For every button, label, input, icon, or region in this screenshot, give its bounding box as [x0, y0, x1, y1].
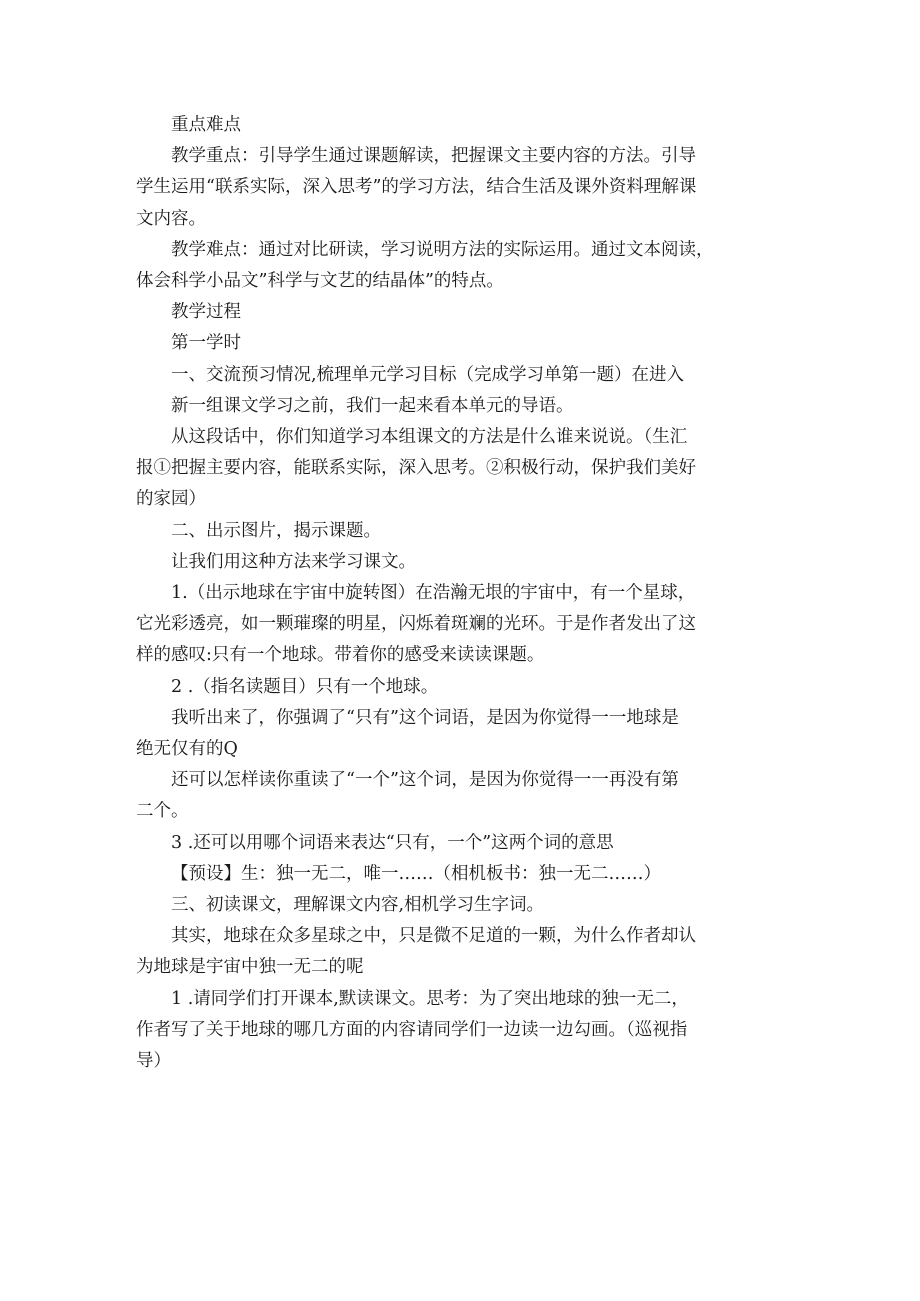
text-line: 1.（出示地球在宇宙中旋转图）在浩瀚无垠的宇宙中，有一个星球，: [171, 583, 696, 604]
document-body: [136, 110, 796, 1077]
text-line: 的家园）: [136, 489, 206, 510]
text-line: 为地球是宇宙中独一无二的呢: [136, 957, 364, 978]
text-line: 1 .请同学们打开课本,默读课文。思考：为了突出地球的独一无二，: [171, 988, 689, 1009]
text-line: 作者写了关于地球的哪几方面的内容请同学们一边读一边勾画。（巡视指: [136, 1019, 688, 1040]
text-line: 报①把握主要内容，能联系实际，深入思考。②积极行动，保护我们美好: [136, 458, 696, 479]
text-line: 我听出来了，你强调了“只有”这个词语，是因为你觉得一一地球是: [171, 707, 679, 728]
text-line: 让我们用这种方法来学习课文。: [171, 551, 416, 572]
text-line: 教学过程: [171, 302, 241, 323]
text-line: 体会科学小品文”科学与文艺的结晶体”的特点。: [136, 271, 504, 292]
text-line: 二个。: [136, 801, 189, 822]
text-line: 新一组课文学习之前，我们一起来看本单元的导语。: [171, 395, 574, 416]
text-line: 重点难点: [171, 115, 241, 135]
text-line: 二、出示图片，揭示课题。: [171, 520, 381, 541]
text-line: 三、初读课文，理解课文内容,相机学习生字词。: [171, 895, 545, 916]
text-line: 其实，地球在众多星球之中，只是微不足道的一颗，为什么作者却认: [171, 926, 696, 947]
text-line: 文内容。: [136, 208, 206, 229]
text-line: 绝无仅有的Q: [136, 739, 238, 760]
text-line: 一、交流预习情况,梳理单元学习目标（完成学习单第一题）在进入: [171, 364, 685, 385]
text-line: 第一学时: [171, 333, 241, 354]
text-line: 学生运用“联系实际，深入思考”的学习方法，结合生活及课外资料理解课: [136, 177, 697, 198]
text-line: 2 .（指名读题目）只有一个地球。: [171, 676, 439, 697]
text-line: 从这段话中，你们知道学习本组课文的方法是什么谁来说说。（生汇: [171, 427, 688, 448]
text-line: 导）: [136, 1051, 171, 1072]
text-line: 教学难点：通过对比研读，学习说明方法的实际运用。通过文本阅读，: [171, 239, 714, 260]
text-line: 【预设】生：独一无二，唯一……（相机板书：独一无二……）: [171, 863, 661, 884]
text-line: 教学重点：引导学生通过课题解读，把握课文主要内容的方法。引导: [171, 146, 696, 167]
text-line: 它光彩透亮，如一颗璀璨的明星，闪烁着斑斓的光环。于是作者发出了这: [136, 614, 696, 635]
text-line: 3 .还可以用哪个词语来表达“只有，一个”这两个词的意思: [171, 832, 614, 853]
text-line: 样的感叹:只有一个地球。带着你的感受来读读课题。: [136, 645, 545, 666]
text-line: 还可以怎样读你重读了“一个”这个词，是因为你觉得一一再没有第: [171, 770, 679, 791]
